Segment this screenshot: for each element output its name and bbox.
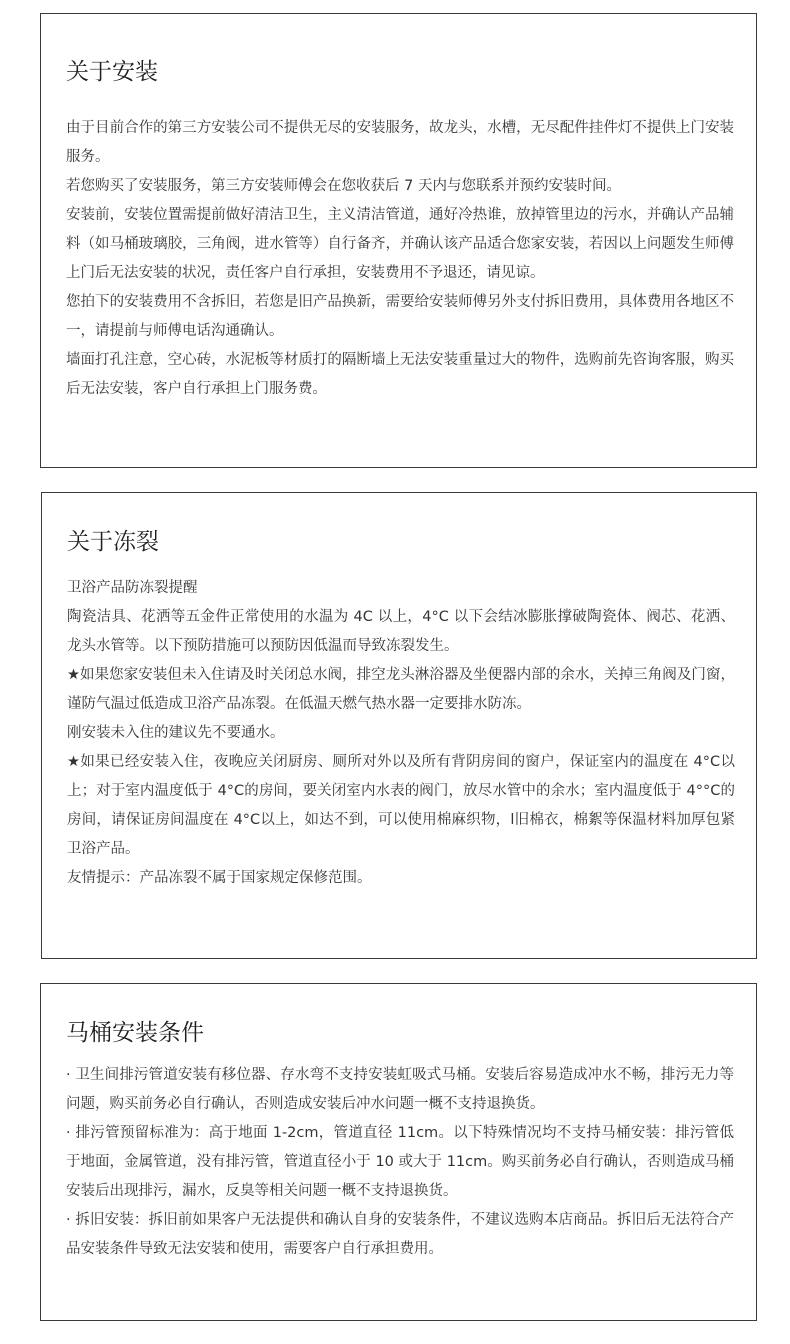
section-body (66, 1061, 734, 1264)
toilet-section (40, 983, 757, 1321)
section-title: 关于冻裂 (67, 529, 159, 555)
section-title: 关于安装 (66, 59, 158, 85)
section-body (67, 574, 735, 893)
freeze-section (41, 492, 757, 959)
paragraph: 友情提示：产品冻裂不属于国家规定保修范围。 (67, 870, 372, 886)
paragraph: ★如果您家安装但未入住请及时关闭总水阀，排空龙头淋浴器及坐便器内部的余水，关掉三角阀及门窗，谨防气温过低造成卫浴产品冻裂。在低温天燃气热水器一定要排水防冻。 (67, 667, 735, 712)
paragraph: 墙面打孔注意，空心砖，水泥板等材质打的隔断墙上无法安装重量过大的物件，选购前先咨询客服，购买后无法安装，客户自行承担上门服务费。 (66, 352, 734, 397)
section-title: 马桶安装条件 (66, 1020, 204, 1046)
paragraph: · 拆旧安装：拆旧前如果客户无法提供和确认自身的安装条件，不建议选购本店商品。拆旧后无法符合产品安装条件导致无法安装和使用，需要客户自行承担费用。 (66, 1212, 734, 1257)
paragraph: 由于目前合作的第三方安装公司不提供无尽的安装服务，故龙头，水槽，无尽配件挂件灯不提供上门安装服务。 (66, 120, 734, 165)
paragraph: 若您购买了安装服务，第三方安装师傅会在您收获后 7 天内与您联系并预约安装时间。 (66, 178, 621, 194)
paragraph: 安装前，安装位置需提前做好清洁卫生，主义清洁管道，通好冷热谁，放掉管里边的污水，并确认产品辅料（如马桶玻璃胶，三角阀，进水管等）自行备齐，并确认该产品适合您家安装，若因以上问题发生师傅上门后无法安装的状况，责任客户自行承担，安装费用不予退还，请见谅。 (66, 207, 734, 281)
install-section (40, 13, 757, 468)
paragraph: 您拍下的安装费用不含拆旧，若您是旧产品换新，需要给安装师傅另外支付拆旧费用，具体费用各地区不一，请提前与师傅电话沟通确认。 (66, 294, 734, 339)
paragraph: ★如果已经安装入住，夜晚应关闭厨房、厕所对外以及所有背阴房间的窗户，保证室内的温度在 4°C以上；对于室内温度低于 4°C的房间，要关闭室内水表的阀门，放尽水管中的余水；室内温度低于 4°°C的房间，请保证房间温度在 4°C以上，如达不到，可以使用棉麻织物，l旧棉衣，棉絮等保温材料加厚包紧卫浴产品。 (67, 754, 735, 857)
paragraph: 刚安装未入住的建议先不要通水。 (67, 725, 285, 741)
paragraph: · 排污管预留标准为：高于地面 1-2cm，管道直径 11cm。以下特殊情况均不支持马桶安装：排污管低于地面，金属管道，没有排污管，管道直径小于 10 或大于 11cm。购买前务必自行确认，否则造成马桶安装后出现排污，漏水，反臭等相关问题一概不支持退换货。 (66, 1125, 734, 1199)
paragraph: 陶瓷洁具、花洒等五金件正常使用的水温为 4C 以上，4°C 以下会结冰膨胀撑破陶瓷体、阀芯、花洒、龙头水管等。以下预防措施可以预防因低温而导致冻裂发生。 (67, 609, 735, 654)
section-body (66, 114, 734, 404)
paragraph: · 卫生间排污管道安装有移位器、存水弯不支持安装虹吸式马桶。安装后容易造成冲水不畅，排污无力等问题，购买前务必自行确认，否则造成安装后冲水问题一概不支持退换货。 (66, 1067, 734, 1112)
paragraph: 卫浴产品防冻裂提醒 (67, 580, 198, 596)
